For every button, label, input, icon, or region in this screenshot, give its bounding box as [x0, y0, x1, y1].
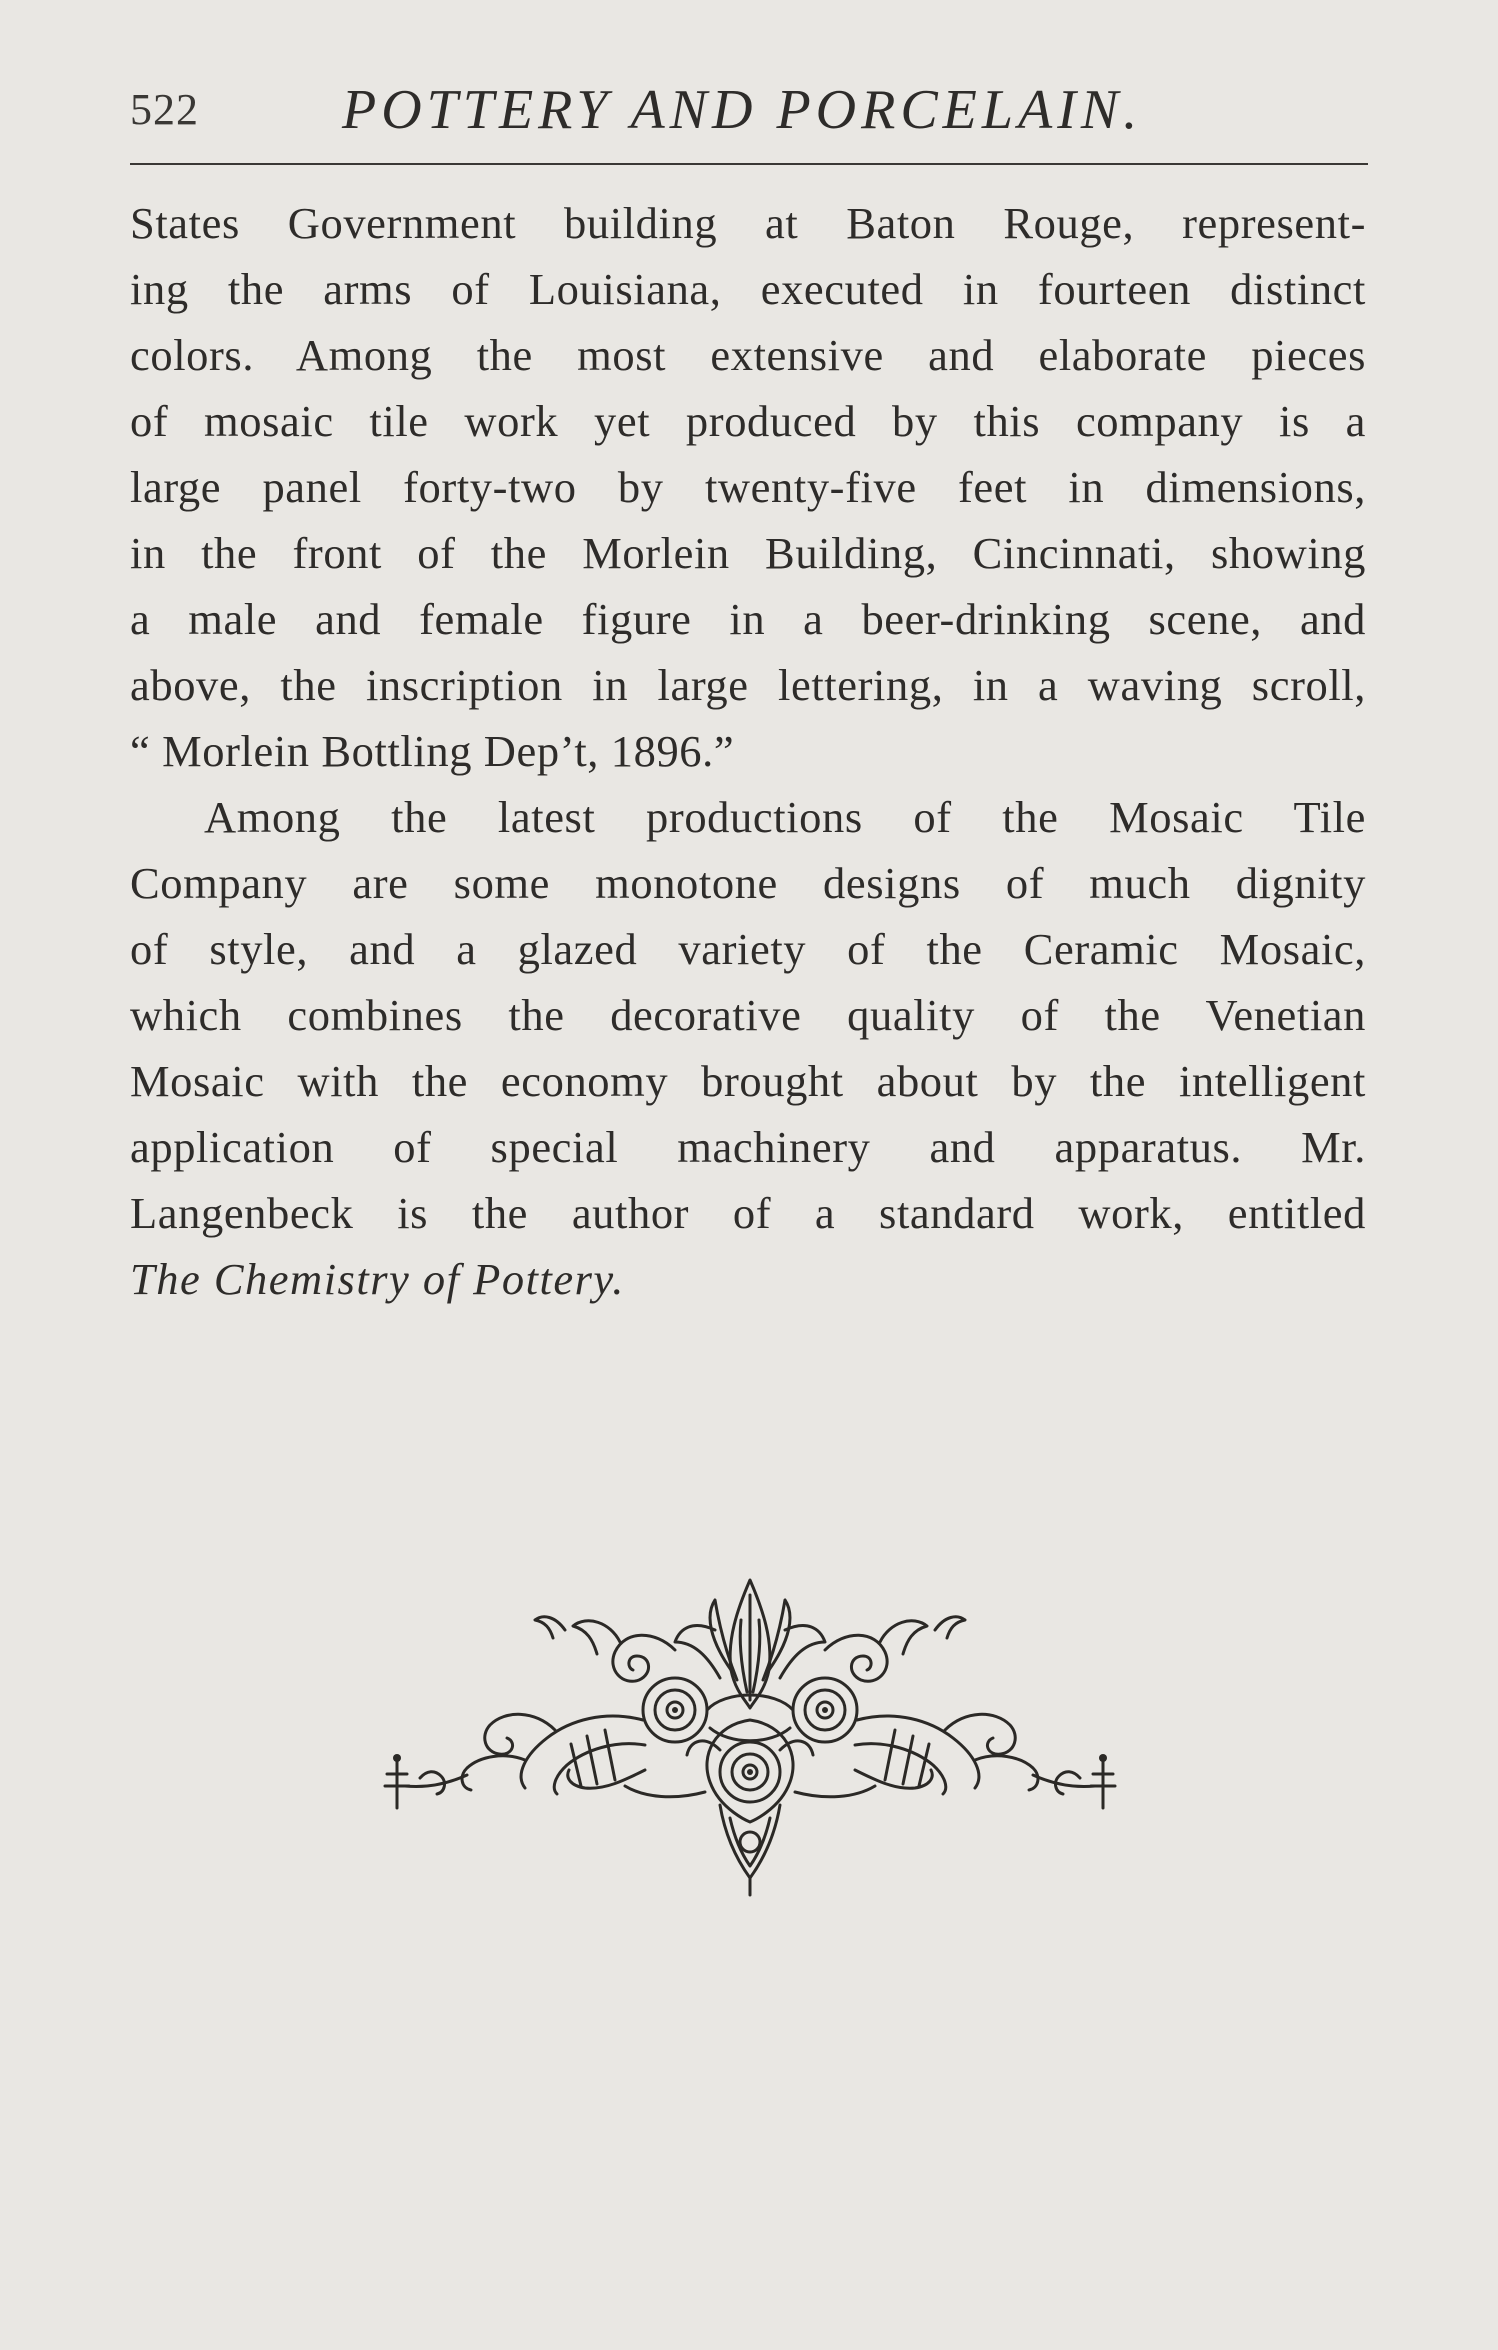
text-line: ing the arms of Louisiana, executed in fourteen distinct: [130, 264, 1366, 314]
text-line: application of special machinery and apparatus. Mr.: [130, 1122, 1366, 1172]
text-line: of mosaic tile work yet produced by this company is a: [130, 396, 1366, 446]
body-text: [130, 190, 1366, 1312]
text-line: above, the inscription in large lettering, in a waving scroll,: [130, 660, 1366, 710]
floral-tailpiece-ornament-icon: [375, 1560, 1125, 1910]
text-line: Langenbeck is the author of a standard work, entitled: [130, 1188, 1366, 1238]
header-rule: [130, 163, 1368, 165]
text-line: a male and female figure in a beer-drinking scene, and: [130, 594, 1366, 644]
running-head: [130, 78, 1370, 148]
text-line: Company are some monotone designs of much dignity: [130, 858, 1366, 908]
text-line: large panel forty-two by twenty-five feet in dimensions,: [130, 462, 1366, 512]
text-line: of style, and a glazed variety of the Ceramic Mosaic,: [130, 924, 1366, 974]
text-line: Among the latest productions of the Mosaic Tile: [204, 792, 1366, 842]
text-line: The Chemistry of Pottery.: [130, 1254, 625, 1304]
running-title: POTTERY AND PORCELAIN.: [342, 79, 1143, 141]
text-line: in the front of the Morlein Building, Cincinnati, showing: [130, 528, 1366, 578]
text-line: “ Morlein Bottling Dep’t, 1896.”: [130, 726, 735, 776]
text-line: which combines the decorative quality of the Venetian: [130, 990, 1366, 1040]
text-line: States Government building at Baton Rouge, represent-: [130, 198, 1366, 248]
page-number: 522: [130, 85, 199, 134]
text-line: Mosaic with the economy brought about by the intelligent: [130, 1056, 1366, 1106]
text-line: colors. Among the most extensive and elaborate pieces: [130, 330, 1366, 380]
